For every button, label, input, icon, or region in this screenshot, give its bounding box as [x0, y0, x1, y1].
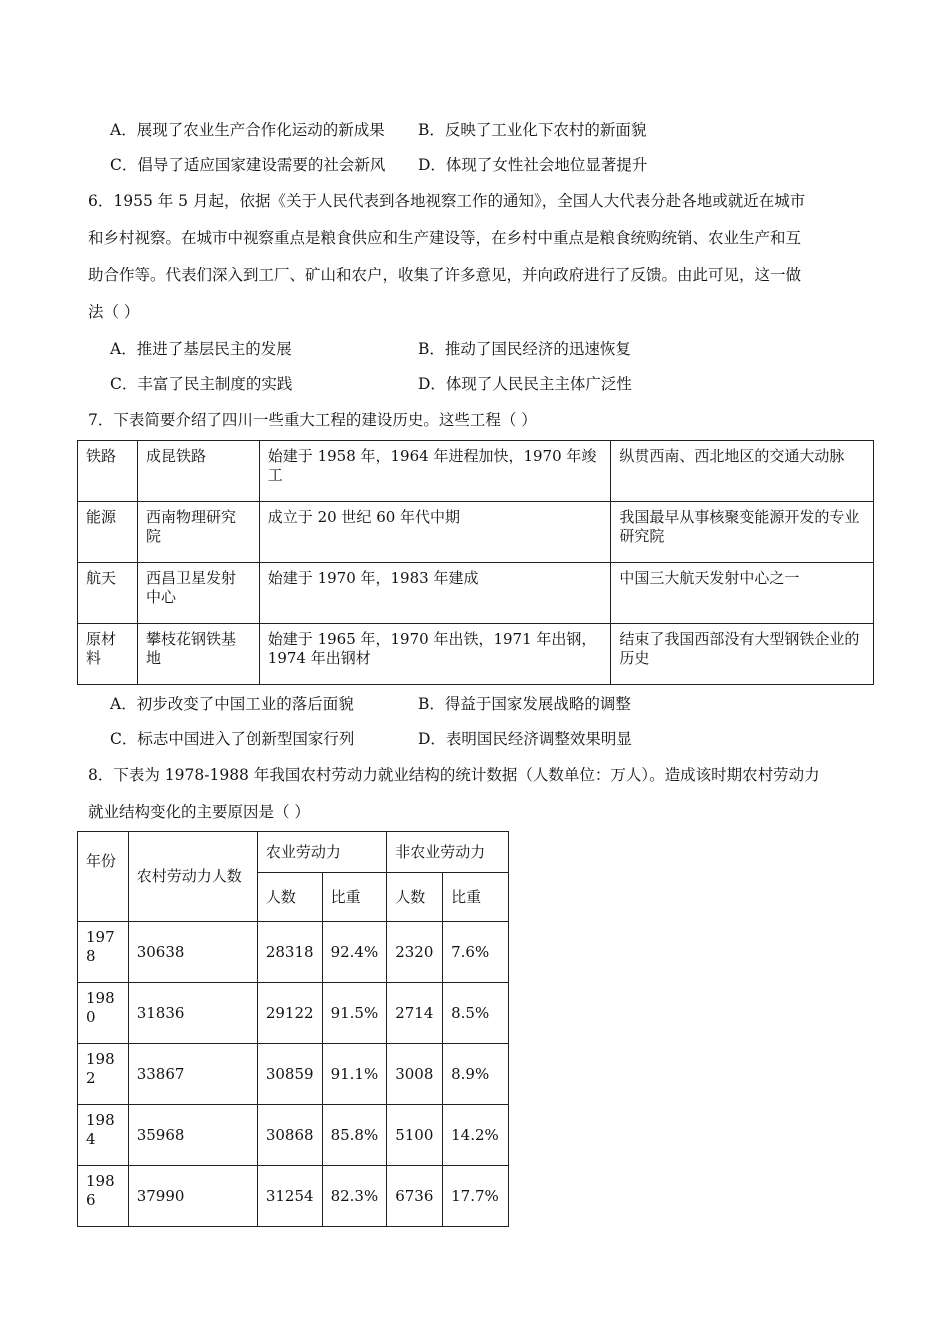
q8-table — [77, 831, 509, 1227]
nonagri-share-cell: 8.5% — [443, 983, 509, 1044]
table-row — [78, 441, 874, 502]
table-row — [78, 1044, 509, 1105]
table-row — [78, 624, 874, 685]
nonagri-count-cell: 2714 — [387, 983, 443, 1044]
category-cell: 能源 — [78, 502, 138, 563]
history-cell: 始建于 1958 年，1964 年进程加快，1970 年竣工 — [259, 441, 611, 502]
agri-share-header: 比重 — [322, 873, 387, 922]
table-row — [78, 1105, 509, 1166]
q7-stem: 7．下表简要介绍了四川一些重大工程的建设历史。这些工程（ ） — [88, 411, 537, 429]
year-header: 年份 — [78, 832, 129, 922]
total-cell: 33867 — [128, 1044, 257, 1105]
q7-option-c[interactable]: C．标志中国进入了创新型国家行列 — [110, 730, 355, 748]
rural-total-header: 农村劳动力人数 — [128, 832, 257, 922]
category-cell: 航天 — [78, 563, 138, 624]
nonagri-labor-header: 非农业劳动力 — [387, 832, 509, 873]
category-cell: 原材料 — [78, 624, 138, 685]
nonagri-share-cell: 7.6% — [443, 922, 509, 983]
q6-option-a[interactable]: A．推进了基层民主的发展 — [110, 340, 292, 358]
nonagri-share-cell: 8.9% — [443, 1044, 509, 1105]
table-row — [78, 1166, 509, 1227]
q6-option-c[interactable]: C．丰富了民主制度的实践 — [110, 375, 293, 393]
q7-option-b[interactable]: B．得益于国家发展战略的调整 — [418, 695, 631, 713]
nonagri-count-cell: 6736 — [387, 1166, 443, 1227]
nonagri-share-header: 比重 — [443, 873, 509, 922]
agri-share-cell: 85.8% — [322, 1105, 387, 1166]
agri-labor-header: 农业劳动力 — [257, 832, 386, 873]
table-row — [78, 922, 509, 983]
agri-count-cell: 30868 — [257, 1105, 322, 1166]
q8-stem-line2: 就业结构变化的主要原因是（ ） — [88, 803, 310, 821]
agri-count-cell: 28318 — [257, 922, 322, 983]
nonagri-share-cell: 17.7% — [443, 1166, 509, 1227]
year-cell: 1978 — [78, 922, 129, 983]
significance-cell: 中国三大航天发射中心之一 — [611, 563, 874, 624]
total-cell: 31836 — [128, 983, 257, 1044]
q6-stem-line1: 6．1955 年 5 月起，依据《关于人民代表到各地视察工作的通知》，全国人大代表分赴各地或就近在城市 — [88, 192, 806, 210]
table-row — [78, 563, 874, 624]
q6-option-d[interactable]: D．体现了人民民主主体广泛性 — [418, 375, 632, 393]
agri-share-cell: 82.3% — [322, 1166, 387, 1227]
agri-count-cell: 30859 — [257, 1044, 322, 1105]
project-name-cell: 攀枝花钢铁基地 — [137, 624, 259, 685]
q6-stem-line4: 法（ ） — [88, 303, 140, 321]
significance-cell: 纵贯西南、西北地区的交通大动脉 — [611, 441, 874, 502]
project-name-cell: 西南物理研究院 — [137, 502, 259, 563]
nonagri-count-cell: 2320 — [387, 922, 443, 983]
year-cell: 1984 — [78, 1105, 129, 1166]
total-cell: 30638 — [128, 922, 257, 983]
q6-stem-line2: 和乡村视察。在城市中视察重点是粮食供应和生产建设等，在乡村中重点是粮食统购统销、农业生产和互 — [88, 229, 802, 247]
project-name-cell: 成昆铁路 — [137, 441, 259, 502]
q7-option-a[interactable]: A．初步改变了中国工业的落后面貌 — [110, 695, 354, 713]
q8-stem-line1: 8．下表为 1978-1988 年我国农村劳动力就业结构的统计数据（人数单位：万人）。造成该时期农村劳动力 — [88, 766, 820, 784]
q7-option-d[interactable]: D．表明国民经济调整效果明显 — [418, 730, 632, 748]
project-name-cell: 西昌卫星发射中心 — [137, 563, 259, 624]
q5-option-a[interactable]: A．展现了农业生产合作化运动的新成果 — [110, 121, 385, 139]
table-row — [78, 502, 874, 563]
q7-table — [77, 440, 874, 685]
history-cell: 始建于 1970 年，1983 年建成 — [259, 563, 611, 624]
q6-option-b[interactable]: B．推动了国民经济的迅速恢复 — [418, 340, 631, 358]
total-cell: 35968 — [128, 1105, 257, 1166]
total-cell: 37990 — [128, 1166, 257, 1227]
agri-count-header: 人数 — [257, 873, 322, 922]
year-cell: 1986 — [78, 1166, 129, 1227]
q5-option-b[interactable]: B．反映了工业化下农村的新面貌 — [418, 121, 647, 139]
year-cell: 1980 — [78, 983, 129, 1044]
nonagri-share-cell: 14.2% — [443, 1105, 509, 1166]
q5-option-d[interactable]: D．体现了女性社会地位显著提升 — [418, 156, 648, 174]
history-cell: 始建于 1965 年，1970 年出铁，1971 年出钢，1974 年出钢材 — [259, 624, 611, 685]
agri-share-cell: 92.4% — [322, 922, 387, 983]
nonagri-count-cell: 3008 — [387, 1044, 443, 1105]
year-cell: 1982 — [78, 1044, 129, 1105]
history-cell: 成立于 20 世纪 60 年代中期 — [259, 502, 611, 563]
q5-option-c[interactable]: C．倡导了适应国家建设需要的社会新风 — [110, 156, 386, 174]
agri-share-cell: 91.5% — [322, 983, 387, 1044]
significance-cell: 我国最早从事核聚变能源开发的专业研究院 — [611, 502, 874, 563]
table-row — [78, 983, 509, 1044]
significance-cell: 结束了我国西部没有大型钢铁企业的历史 — [611, 624, 874, 685]
table-header-row — [78, 832, 509, 873]
agri-count-cell: 31254 — [257, 1166, 322, 1227]
agri-count-cell: 29122 — [257, 983, 322, 1044]
nonagri-count-header: 人数 — [387, 873, 443, 922]
nonagri-count-cell: 5100 — [387, 1105, 443, 1166]
q6-stem-line3: 助合作等。代表们深入到工厂、矿山和农户，收集了许多意见，并向政府进行了反馈。由此可见，这一做 — [88, 266, 802, 284]
agri-share-cell: 91.1% — [322, 1044, 387, 1105]
category-cell: 铁路 — [78, 441, 138, 502]
